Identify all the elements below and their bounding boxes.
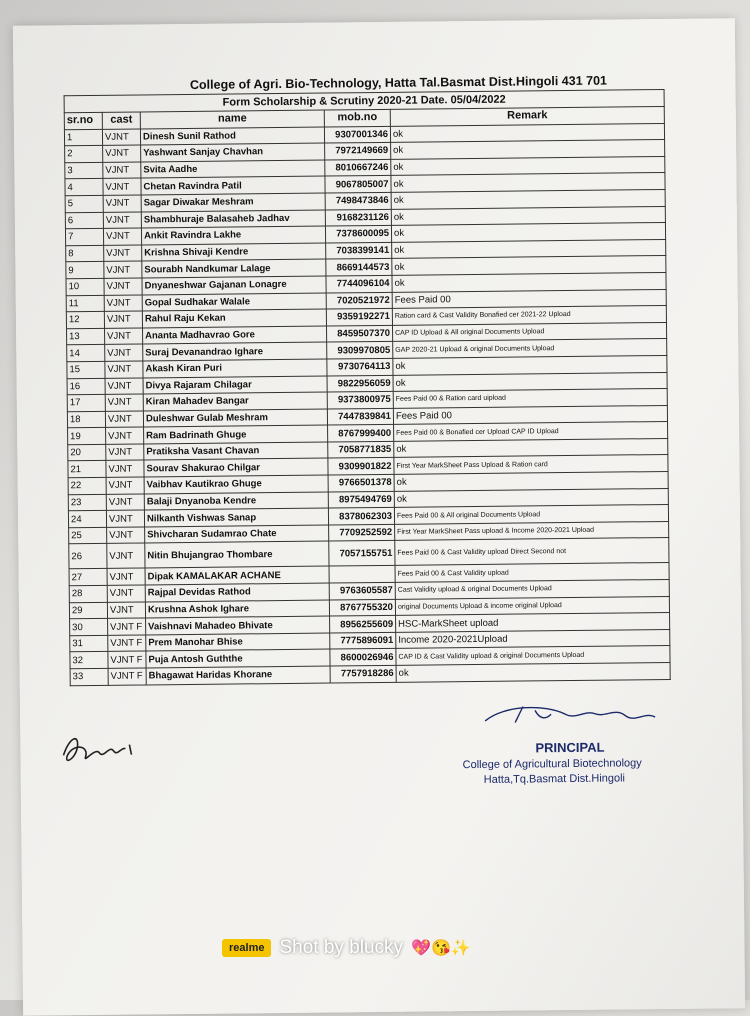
sr-cell: 28 [69,585,107,602]
cast-cell: VJNT [102,129,140,146]
name-cell: Puja Antosh Guththe [146,649,330,668]
mobile-cell: 9373800975 [327,391,393,408]
column-header-remark: Remark [390,106,664,125]
cast-cell: VJNT F [108,635,146,652]
cast-cell: VJNT [105,394,143,411]
form-subtitle: Form Scholarship & Scrutiny 2020-21 Date. 05/04/2022 [64,89,664,112]
remark-cell: Fees Paid 00 & All original Documents Upload [394,505,668,524]
mobile-cell: 9067805007 [325,176,391,193]
sr-cell: 33 [70,668,108,685]
column-header-mobile: mob.no [324,109,390,126]
mobile-cell: 8010667246 [325,159,391,176]
sr-cell: 16 [67,378,105,395]
remark-cell: Fees Paid 00 & Cast Validity upload [395,563,669,582]
name-cell: Rahul Raju Kekan [142,309,326,328]
column-header-name: name [140,110,324,129]
sr-cell: 23 [68,494,106,511]
cast-cell: VJNT F [108,668,146,685]
scholarship-table [64,89,671,686]
cast-cell: VJNT [104,311,142,328]
cast-cell: VJNT [103,228,141,245]
cast-cell: VJNT [107,568,145,585]
remark-cell: ok [391,189,665,208]
remark-cell: ok [394,472,668,491]
remark-cell: Ration card & Cast Validity Bonafied cer 2021-22 Upload [392,306,666,325]
sr-cell: 2 [65,146,103,163]
cast-cell: VJNT [104,245,142,262]
remark-cell: CAP ID Upload & All original Documents Upload [392,322,666,341]
cast-cell: VJNT [104,261,142,278]
sr-cell: 22 [68,477,106,494]
camera-watermark [222,936,471,960]
mobile-cell: 7447839841 [327,408,393,425]
watermark-emojis: 💖😘✨ [411,940,471,957]
remark-cell: ok [391,156,665,175]
college-header: College of Agri. Bio-Technology, Hatta Tal.Basmat Dist.Hingoli 431 701 [189,73,608,92]
mobile-cell: 7709252592 [329,524,395,541]
stamp-college-line: College of Agricultural Biotechnology [462,757,642,772]
name-cell: Duleshwar Gulab Meshram [143,409,327,428]
name-cell: Sourav Shakurao Chilgar [144,459,328,478]
sr-cell: 29 [69,602,107,619]
remark-cell: ok [394,438,668,457]
mobile-cell: 9730764113 [327,358,393,375]
sr-cell: 12 [66,311,104,328]
name-cell: Suraj Devanandrao Ighare [143,342,327,361]
cast-cell: VJNT [106,510,144,527]
cast-cell: VJNT [103,212,141,229]
sr-cell: 21 [68,461,106,478]
cast-cell: VJNT [105,361,143,378]
cast-cell: VJNT [106,460,144,477]
table-body [64,123,670,685]
mobile-cell: 8459507370 [326,325,392,342]
sr-cell: 31 [70,635,108,652]
cast-cell: VJNT [107,527,145,544]
cast-cell: VJNT [105,377,143,394]
column-header-cast: cast [102,112,140,129]
column-header-srno: sr.no [64,112,102,129]
mobile-cell: 9309970805 [327,342,393,359]
mobile-cell: 7378600095 [325,226,391,243]
remark-cell: ok [391,140,665,159]
remark-cell: CAP ID & Cast Validity upload & original Documents Upload [396,646,670,665]
sr-cell: 11 [66,295,104,312]
remark-cell: ok [391,173,665,192]
cast-cell: VJNT [106,477,144,494]
sr-cell: 25 [69,527,107,544]
sr-cell: 30 [70,619,108,636]
brand-badge: realme [222,939,271,957]
mobile-cell [329,566,395,583]
mobile-cell: 7058771835 [328,441,394,458]
remark-cell: ok [392,256,666,275]
remark-cell: ok [393,355,667,374]
sr-cell: 19 [68,428,106,445]
name-cell: Gopal Sudhakar Walale [142,293,326,312]
cast-cell: VJNT [105,328,143,345]
mobile-cell: 9309901822 [328,458,394,475]
sr-cell: 24 [68,511,106,528]
mobile-cell: 7757918286 [330,665,396,682]
remark-cell: First Year MarkSheet Pass upload & Income 2020-2021 Upload [395,521,669,540]
cast-cell: VJNT [107,543,145,568]
name-cell: Svita Aadhe [141,160,325,179]
cast-cell: VJNT [106,444,144,461]
name-cell: Vaishnavi Mahadeo Bhivate [146,616,330,635]
remark-cell: ok [394,488,668,507]
name-cell: Prem Manohar Bhise [146,633,330,652]
sr-cell: 17 [67,394,105,411]
name-cell: Akash Kiran Puri [143,359,327,378]
mobile-cell: 8956255609 [330,616,396,633]
cast-cell: VJNT [103,162,141,179]
stamp-address-line: Hatta,Tq.Basmat Dist.Hingoli [483,772,626,786]
sr-cell: 7 [65,229,103,246]
remark-cell: Income 2020-2021Upload [396,629,670,648]
remark-cell: ok [392,239,666,258]
remark-cell: HSC-MarkSheet upload [396,613,670,632]
name-cell: Krushna Ashok Ighare [145,600,329,619]
remark-cell: Cast Validity upload & original Documents Upload [395,579,669,598]
sr-cell: 15 [67,361,105,378]
name-cell: Balaji Dnyanoba Kendre [144,492,328,511]
mobile-cell: 8975494769 [328,491,394,508]
sr-cell: 5 [65,195,103,212]
mobile-cell: 8767999400 [328,425,394,442]
remark-cell: GAP 2020-21 Upload & original Documents Upload [393,339,667,358]
mobile-cell: 8378062303 [328,508,394,525]
name-cell: Dnyaneshwar Gajanan Lonagre [142,276,326,295]
mobile-cell: 9822956059 [327,375,393,392]
remark-cell: ok [391,223,665,242]
remark-cell: ok [391,206,665,225]
cast-cell: VJNT [105,411,143,428]
mobile-cell: 8767755320 [329,599,395,616]
remark-cell: ok [392,272,666,291]
sr-cell: 6 [65,212,103,229]
name-cell: Shambhuraje Balasaheb Jadhav [141,210,325,229]
name-cell: Ananta Madhavrao Gore [143,326,327,345]
name-cell: Divya Rajaram Chilagar [143,376,327,395]
name-cell: Yashwant Sanjay Chavhan [141,143,325,162]
remark-cell: original Documents Upload & income original Upload [395,596,669,615]
sr-cell: 13 [67,328,105,345]
paper-sheet [13,18,745,1016]
sr-cell: 27 [69,569,107,586]
name-cell: Chetan Ravindra Patil [141,176,325,195]
name-cell: Sourabh Nandkumar Lalage [142,259,326,278]
mobile-cell: 8600026946 [330,649,396,666]
mobile-cell: 9763605587 [329,582,395,599]
mobile-cell: 9168231126 [325,209,391,226]
cast-cell: VJNT [103,195,141,212]
name-cell: Nilkanth Vishwas Sanap [144,508,328,527]
cast-cell: VJNT [104,294,142,311]
mobile-cell: 7775896091 [330,632,396,649]
mobile-cell: 7020521972 [326,292,392,309]
name-cell: Pratiksha Vasant Chavan [144,442,328,461]
mobile-cell: 8669144573 [326,259,392,276]
sr-cell: 3 [65,162,103,179]
remark-cell: Fees Paid 00 & Cast Validity upload Direct Second not [395,538,669,566]
watermark-text: Shot by blucky [279,937,404,958]
mobile-cell: 7744096104 [326,275,392,292]
mobile-cell: 7038399141 [326,242,392,259]
sr-cell: 26 [69,544,107,569]
name-cell: Dinesh Sunil Rathod [140,127,324,146]
stamp-principal-title: PRINCIPAL [535,739,605,756]
remark-cell: ok [390,123,664,142]
cast-cell: VJNT [107,602,145,619]
cast-cell: VJNT [106,427,144,444]
cast-cell: VJNT [103,145,141,162]
sr-cell: 8 [66,245,104,262]
name-cell: Ankit Ravindra Lakhe [141,226,325,245]
name-cell: Shivcharan Sudamrao Chate [145,525,329,544]
remark-cell: ok [393,372,667,391]
name-cell: Nitin Bhujangrao Thombare [145,541,329,568]
handwritten-signature [55,724,156,775]
name-cell: Sagar Diwakar Meshram [141,193,325,212]
mobile-cell: 9307001346 [324,126,390,143]
name-cell: Bhagawat Haridas Khorane [146,666,330,685]
sr-cell: 32 [70,652,108,669]
name-cell: Rajpal Devidas Rathod [145,583,329,602]
mobile-cell: 7972149669 [325,143,391,160]
cast-cell: VJNT F [108,651,146,668]
remark-cell: Fees Paid 00 [393,405,667,424]
sr-cell: 10 [66,278,104,295]
cast-cell: VJNT [103,178,141,195]
name-cell: Kiran Mahadev Bangar [143,392,327,411]
cast-cell: VJNT [106,494,144,511]
mobile-cell: 9359192271 [326,308,392,325]
sr-cell: 9 [66,262,104,279]
cast-cell: VJNT F [108,618,146,635]
sr-cell: 18 [67,411,105,428]
remark-cell: First Year MarkSheet Pass Upload & Ration card [394,455,668,474]
name-cell: Ram Badrinath Ghuge [144,425,328,444]
sr-cell: 4 [65,179,103,196]
remark-cell: Fees Paid 00 [392,289,666,308]
sr-cell: 1 [64,129,102,146]
name-cell: Krishna Shivaji Kendre [142,243,326,262]
cast-cell: VJNT [104,278,142,295]
mobile-cell: 7498473846 [325,192,391,209]
name-cell: Dipak KAMALAKAR ACHANE [145,566,329,585]
remark-cell: Fees Paid 00 & Bonafied cer Upload CAP ID Upload [394,422,668,441]
cast-cell: VJNT [107,585,145,602]
sr-cell: 14 [67,345,105,362]
remark-cell: Fees Paid 00 & Ration card uipload [393,389,667,408]
name-cell: Vaibhav Kautikrao Ghuge [144,475,328,494]
remark-cell: ok [396,662,670,681]
mobile-cell: 9766501378 [328,474,394,491]
cast-cell: VJNT [105,344,143,361]
sr-cell: 20 [68,444,106,461]
document [63,71,709,686]
mobile-cell: 7057155751 [329,541,395,567]
